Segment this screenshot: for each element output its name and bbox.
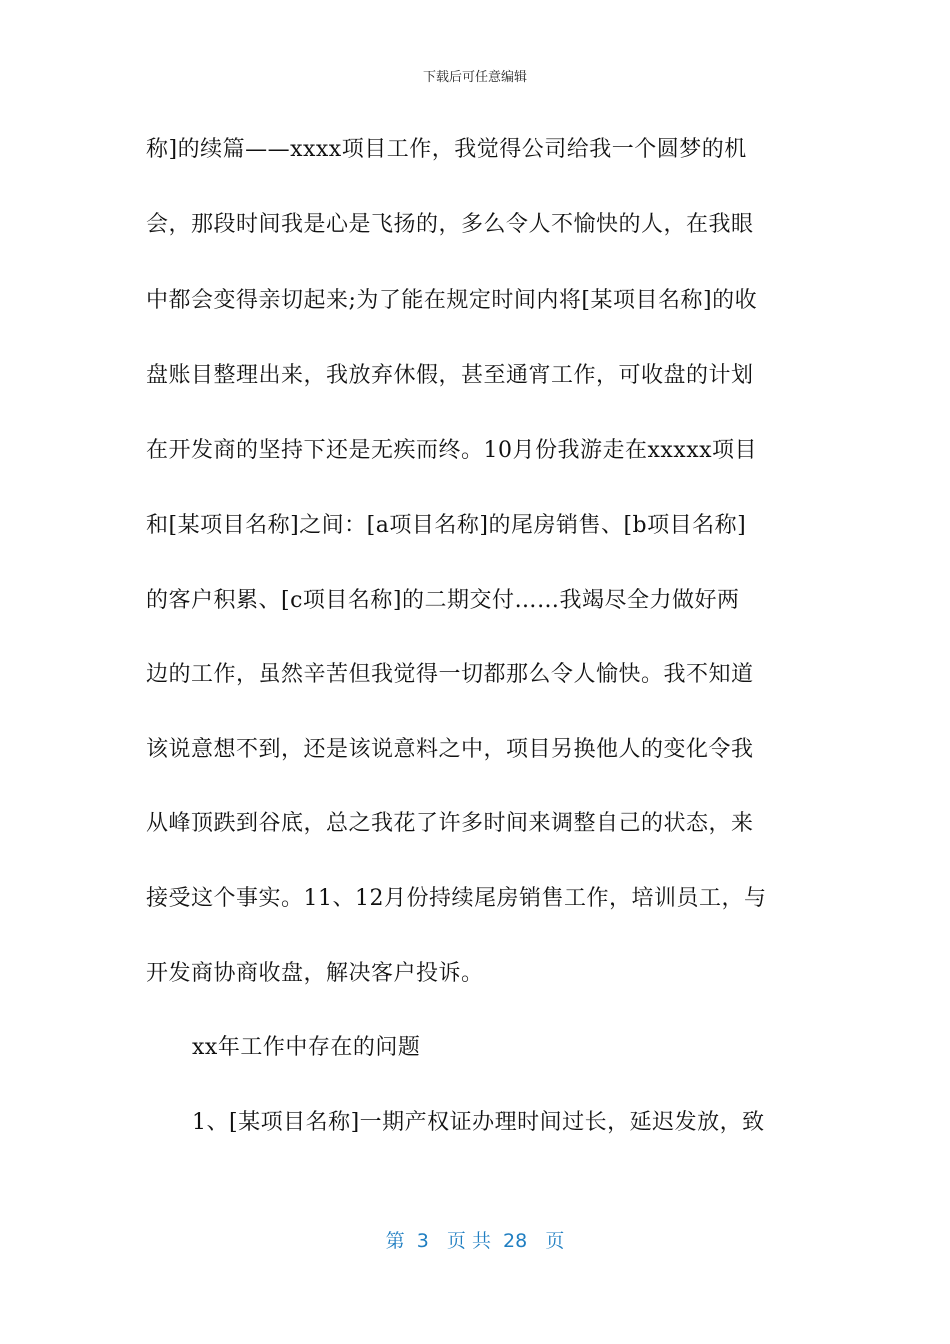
paragraph-line: 的客户积累、[c项目名称]的二期交付……我竭尽全力做好两	[146, 588, 740, 613]
paragraph-line: 边的工作，虽然辛苦但我觉得一切都那么令人愉快。我不知道	[146, 662, 754, 687]
page-number-footer: 第 3 页 共 28 页	[385, 1230, 565, 1252]
paragraph-line: 接受这个事实。11、12月份持续尾房销售工作，培训员工，与	[146, 886, 767, 911]
header-note: 下载后可任意编辑	[422, 70, 527, 85]
paragraph-line: 开发商协商收盘，解决客户投诉。	[146, 961, 484, 986]
paragraph-line: 在开发商的坚持下还是无疾而终。10月份我游走在xxxxx项目	[146, 438, 758, 463]
paragraph-line: 盘账目整理出来，我放弃休假，甚至通宵工作，可收盘的计划	[146, 363, 754, 388]
paragraph-line: 中都会变得亲切起来;为了能在规定时间内将[某项目名称]的收	[146, 288, 758, 313]
paragraph-line: 从峰顶跌到谷底，总之我花了许多时间来调整自己的状态，来	[146, 811, 754, 836]
paragraph-line: 和[某项目名称]之间：[a项目名称]的尾房销售、[b项目名称]	[146, 513, 747, 538]
paragraph-line: 该说意想不到，还是该说意料之中，项目另换他人的变化令我	[146, 737, 754, 762]
paragraph-line: 称]的续篇——xxxx项目工作，我觉得公司给我一个圆梦的机	[146, 137, 747, 162]
section-heading: xx年工作中存在的问题	[192, 1035, 421, 1060]
list-item: 1、[某项目名称]一期产权证办理时间过长，延迟发放，致	[192, 1110, 765, 1135]
paragraph-line: 会，那段时间我是心是飞扬的，多么令人不愉快的人，在我眼	[146, 212, 754, 237]
